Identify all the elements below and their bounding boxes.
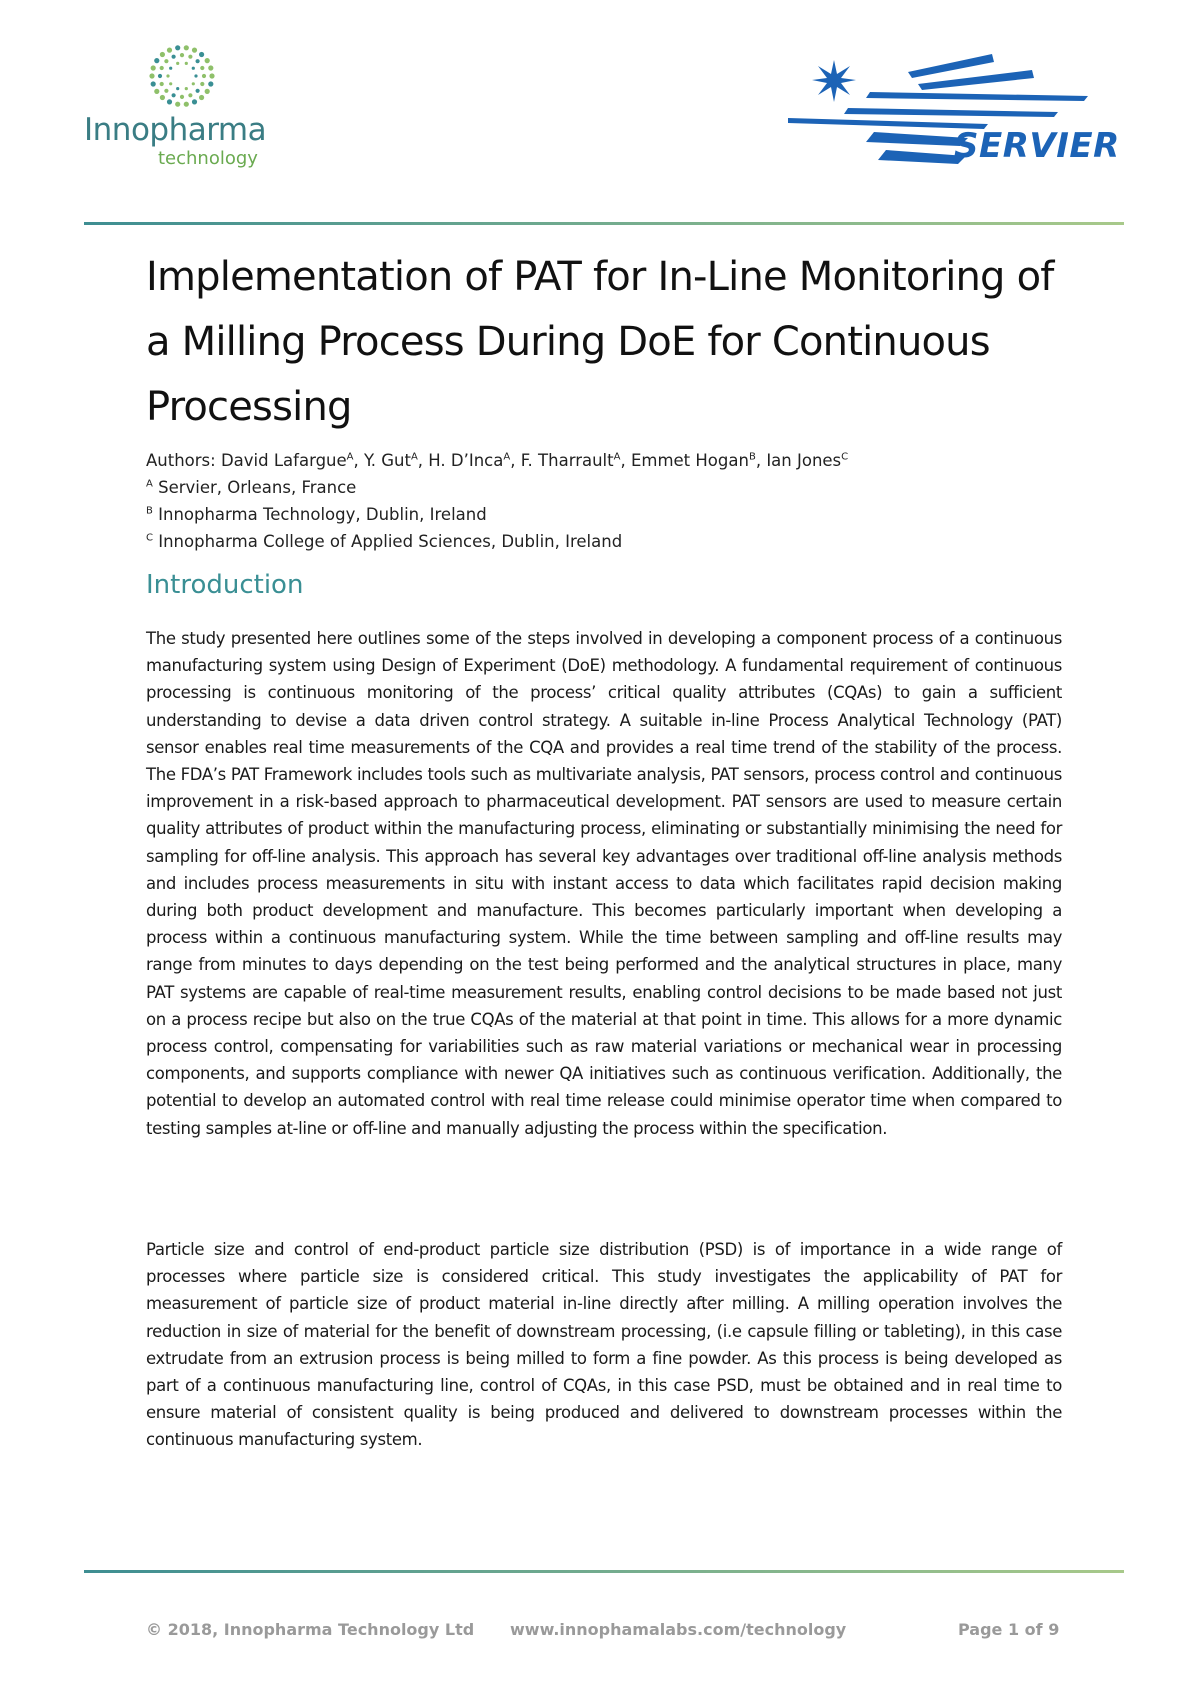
logo-dot [154,89,159,94]
logo-dot [208,81,213,86]
innopharma-logo-sub: technology [158,148,258,169]
logo-dot [169,82,172,85]
logo-dot [199,52,204,57]
logo-dot [151,81,156,86]
author-name: H. D’Inca [428,451,504,470]
logo-dot [169,67,172,70]
author-name: Y. Gut [364,451,411,470]
footer-url[interactable]: www.innophamalabs.com/technology [510,1620,847,1639]
logo-dot [205,89,210,94]
logo-dot [205,58,210,63]
logo-dot [167,48,172,53]
logo-dot [208,65,213,70]
author-name: Ian Jones [766,451,842,470]
logo-dot [167,99,172,104]
logo-dot [185,62,188,65]
logo-dot [175,45,180,50]
logo-dot [149,73,154,78]
logo-dot [166,74,169,77]
affiliation-marker: C [146,532,153,544]
section-heading: Introduction [146,570,304,600]
footer-divider [84,1570,1124,1573]
affiliation-b [146,501,1096,528]
logo-dot [192,82,195,85]
paragraph: The study presented here outlines some of the steps involved in developing a component process of a continuous manufacturing system using Design of Experiment (DoE) methodology. A fundamental requirement of continuous processing is continuous monitoring of the process’ critical quality attributes (CQAs) to gain a sufficient understanding to devise a data driven control strategy. A suitable in-line Process Analytical Technology (PAT) sensor enables real time measurements of the CQA and provides a real time trend of the stability of the process. The FDA’s PAT Framework includes tools such as multivariate analysis, PAT sensors, process control and continuous improvement in a risk-based approach to pharmaceutical development. PAT sensors are used to measure certain quality attributes of product within the manufacturing process, eliminating or substantially minimising the need for sampling for off-line analysis. This approach has several key advantages over traditional off-line analysis methods and includes process measurements in situ with instant access to data which facilitates rapid decision making during both product development and manufacture. This becomes particularly important when developing a process within a continuous manufacturing system. While the time between sampling and off-line results may range from minutes to days depending on the test being performed and the analytical structures in place, many PAT systems are capable of real-time measurement results, enabling control decisions to be made based not just on a process recipe but also on the true CQAs of the material at that point in time. This allows for a more dynamic process control, compensating for variabilities such as raw material variations or mechanical wear in processing components, and supports compliance with newer QA initiatives such as continuous verification. Additionally, the potential to develop an automated control with real time release could minimise operator time when compared to testing samples at-line or off-line and manually adjusting the process within the specification. [146,629,1062,1138]
affiliation-marker: B [146,505,153,517]
footer-copyright: © 2018, Innopharma Technology Ltd [146,1620,475,1639]
logo-dot [158,74,162,78]
logo-dot [176,87,179,90]
author-name: F. Tharrault [520,451,614,470]
logo-dot [160,52,165,57]
logo-dot [151,65,156,70]
logo-dot [176,62,179,65]
logo-dot [180,95,184,99]
affiliation-a [146,474,1096,501]
logo-dot [192,48,197,53]
paragraph: Particle size and control of end-product particle size distribution (PSD) is of importance in a wide range of processes where particle size is considered critical. This study investigates the applicability of PAT for measurement of particle size of product material in-line directly after milling. A milling operation involves the reduction in size of material for the benefit of downstream processing, (i.e capsule filling or tableting), in this case extrudate from an extrusion process is being milled to form a fine powder. As this process is being developed as part of a continuous manufacturing line, control of CQAs, in this case PSD, must be obtained and in real time to ensure material of consistent quality is being produced and delivered to downstream processes within the continuous manufacturing system. [146,1240,1062,1450]
logo-dot [200,66,204,70]
logo-dot [188,93,192,97]
paper-title: Implementation of PAT for In-Line Monitoring of a Milling Process During DoE for Continuous Processing [146,254,1054,430]
logo-dot [175,102,180,107]
logo-dot [184,45,189,50]
logo-dot [202,74,206,78]
innopharma-logo [84,44,284,174]
logo-dot [192,99,197,104]
header-divider [84,222,1124,225]
logo-dot [192,67,195,70]
affiliation-c [146,528,1096,555]
logo-dot [172,55,176,59]
author-name: Emmet Hogan [630,451,749,470]
logo-dot [164,59,168,63]
affiliation-text: Innopharma College of Applied Sciences, Dublin, Ireland [158,532,623,551]
author-affiliation-marker: A [503,451,511,463]
logo-dot [196,59,200,63]
logo-dot [160,66,164,70]
logo-dot [184,102,189,107]
logo-dot [185,87,188,90]
logo-dot [172,93,176,97]
affiliation-text: Servier, Orleans, France [158,478,357,497]
affiliation-marker: A [146,478,153,490]
authors-prefix: Authors: [146,451,216,470]
authors-block [146,447,1096,555]
servier-logo-name: SERVIER [954,126,1120,166]
logo-dot [160,82,164,86]
logo-dot [196,89,200,93]
innopharma-logo-name: Innopharma [84,112,267,148]
logo-dot [160,95,165,100]
logo-dot [209,73,214,78]
author-affiliation-marker: C [841,451,849,463]
dot-ring-icon [132,44,232,110]
logo-dot [194,74,197,77]
author-affiliation-marker: A [346,451,354,463]
logo-dot [199,95,204,100]
logo-dot [154,58,159,63]
logo-dot [164,89,168,93]
author-affiliation-marker: A [613,451,621,463]
logo-dot [180,53,184,57]
footer-page-number: Page 1 of 9 [958,1620,1060,1639]
logo-dot [200,82,204,86]
author-list: Authors: David Lafargue$^A$, Y. Gut$^A$, H. D’Inca$^A$, F. Tharrault$^A$, Emmet Hogan$^B$, Ian Jones$^C$ [146,451,849,470]
author-affiliation-marker: B [748,451,756,463]
author-name: David Lafargue [220,451,347,470]
affiliation-text: Innopharma Technology, Dublin, Ireland [158,505,487,524]
logo-dot [188,55,192,59]
servier-logo [788,52,1128,172]
author-affiliation-marker: A [410,451,418,463]
